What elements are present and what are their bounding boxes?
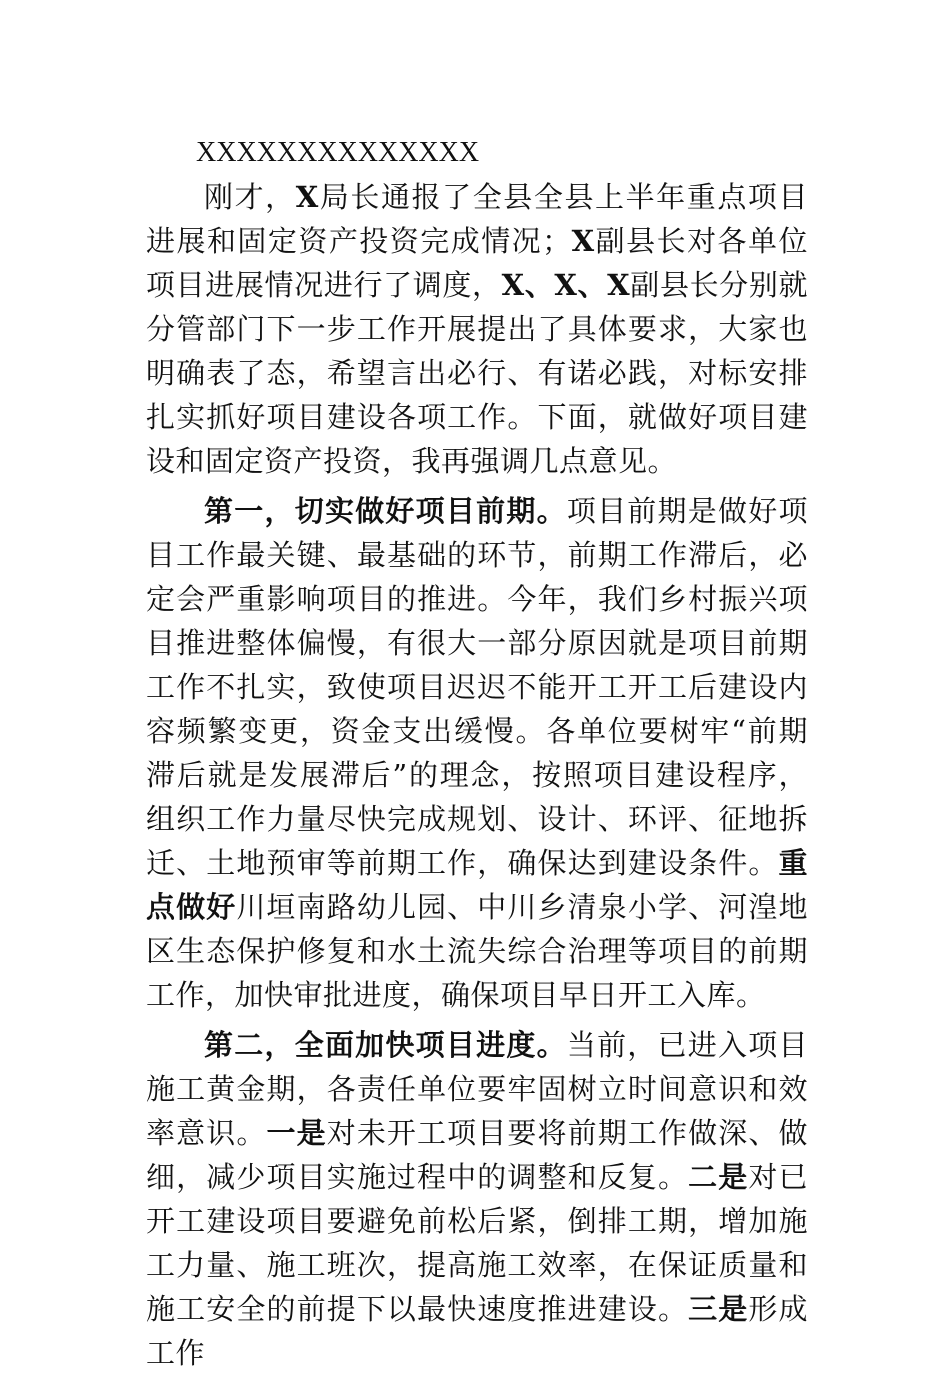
document-body [146,175,808,1375]
text-run: 川垣南路幼儿园、中川乡清泉小学、河湟地区生态保护修复和水土流失综合治理等项目的前期工作，加快审批进度，确保项目早日开工入库。 [146,890,808,1012]
text-run: 对未开工项目要将前期工作做深、做细，减少项目实施过程中的调整和反复。 [146,1116,808,1194]
paragraph [146,175,808,483]
paragraph [146,489,808,1017]
bold-text-run: X [571,224,595,258]
text-run: 副县长分别就分管部门下一步工作开展提出了具体要求，大家也明确表了态，希望言出必行、有诺必践，对标安排扎实抓好项目建设各项工作。下面，就做好项目建设和固定资产投资，我再强调几点意见。 [146,268,808,478]
bold-text-run: 第二，全面加快项目进度。 [204,1028,567,1062]
text-run: 局长通报了全县全县上半年重点项目进展和固定资产投资完成情况； [146,180,808,258]
document-title: XXXXXXXXXXXXXX [196,137,480,168]
bold-text-run: X、X、X [501,268,631,302]
bold-text-run: 三是 [688,1292,749,1326]
bold-text-run: X [295,180,319,214]
text-run: 刚才， [204,180,296,214]
text-run: 形成工作 [146,1292,808,1370]
bold-text-run: 二是 [688,1160,749,1194]
paragraph [146,1023,808,1375]
bold-text-run: 一是 [266,1116,327,1150]
bold-text-run: 重点做好 [146,846,808,924]
text-run: 副县长对各单位项目进展情况进行了调度， [146,224,808,302]
text-run: 对已开工建设项目要避免前松后紧，倒排工期，增加施工力量、施工班次，提高施工效率，在保证质量和施工安全的前提下以最快速度推进建设。 [146,1160,808,1326]
document-page [146,131,808,1381]
text-run: 项目前期是做好项目工作最关键、最基础的环节，前期工作滞后，必定会严重影响项目的推进。今年，我们乡村振兴项目推进整体偏慢，有很大一部分原因就是项目前期工作不扎实，致使项目迟迟不能开工开工后建设内容频繁变更，资金支出缓慢。各单位要树牢“前期滞后就是发展滞后”的理念，按照项目建设程序，组织工作力量尽快完成规划、设计、环评、征地拆迁、土地预审等前期工作，确保达到建设条件。 [146,494,808,880]
text-run: 当前，已进入项目施工黄金期，各责任单位要牢固树立时间意识和效率意识。 [146,1028,808,1150]
bold-text-run: 第一，切实做好项目前期。 [204,494,567,528]
